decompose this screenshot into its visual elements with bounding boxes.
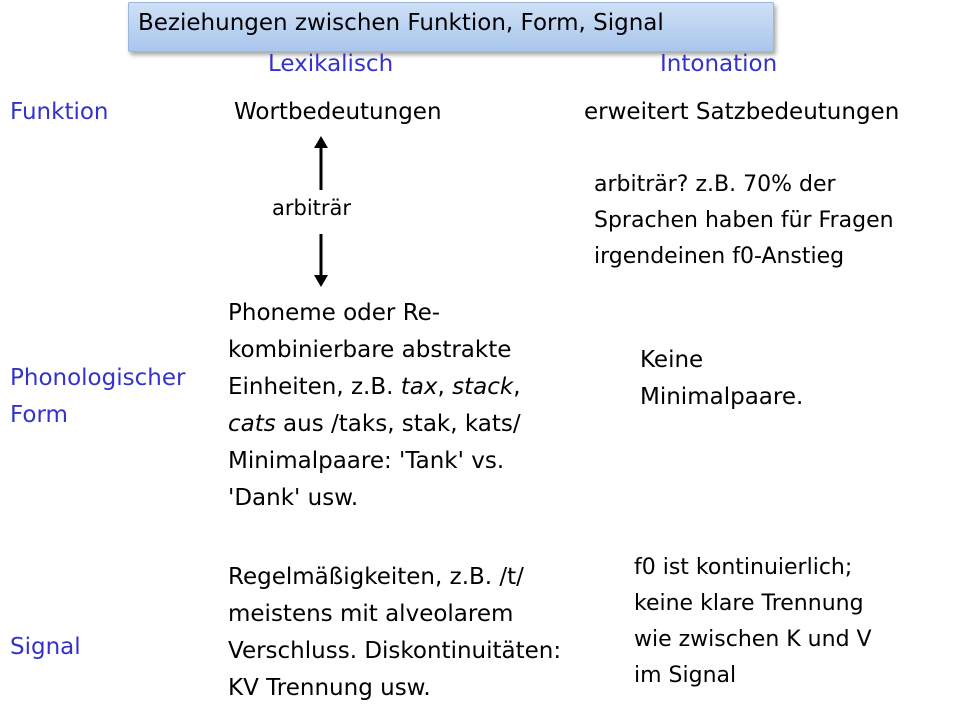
text-line: meistens mit alveolarem bbox=[228, 601, 514, 627]
slide-title: Beziehungen zwischen Funktion, Form, Signal bbox=[138, 10, 664, 36]
cell-form-intonation bbox=[640, 342, 803, 416]
text-line: kombinierbare abstrakte bbox=[228, 337, 512, 363]
text-line: keine klare Trennung bbox=[634, 591, 864, 616]
text-segment: , bbox=[513, 374, 521, 400]
text-segment: , bbox=[437, 374, 453, 400]
cell-arbitraer-lexikalisch: arbiträr bbox=[272, 196, 352, 220]
text-line: im Signal bbox=[634, 663, 737, 688]
text-line: Verschluss. Diskontinuitäten: bbox=[228, 638, 562, 664]
text-segment: aus /taks, stak, kats/ bbox=[275, 411, 521, 437]
text-line bbox=[228, 406, 521, 443]
text-line: irgendeinen f0-Anstieg bbox=[594, 244, 845, 269]
cell-form-lexikalisch bbox=[228, 295, 521, 517]
row-header-line: Phonologischer bbox=[10, 365, 186, 391]
example-word: cats bbox=[228, 411, 276, 437]
text-segment: Einheiten, z.B. bbox=[228, 374, 401, 400]
text-line: wie zwischen K und V bbox=[634, 627, 872, 652]
up-arrow-icon bbox=[306, 136, 336, 192]
text-line: Minimalpaare. bbox=[640, 384, 804, 410]
text-line: Keine bbox=[640, 347, 704, 373]
cell-funktion-lexikalisch: Wortbedeutungen bbox=[234, 99, 442, 125]
cell-arbitraer-intonation bbox=[594, 167, 894, 275]
row-header-signal: Signal bbox=[10, 634, 81, 660]
down-arrow-icon bbox=[306, 232, 336, 288]
cell-funktion-intonation: erweitert Satzbedeutungen bbox=[584, 99, 900, 125]
row-header-phonologischer-form bbox=[10, 360, 185, 434]
text-line: arbiträr? z.B. 70% der bbox=[594, 172, 836, 197]
text-line: Phoneme oder Re- bbox=[228, 300, 441, 326]
column-header-intonation: Intonation bbox=[660, 51, 778, 77]
text-line: Sprachen haben für Fragen bbox=[594, 208, 894, 233]
text-line: 'Dank' usw. bbox=[228, 485, 359, 511]
row-header-funktion: Funktion bbox=[10, 99, 109, 125]
text-line: Regelmäßigkeiten, z.B. /t/ bbox=[228, 564, 524, 590]
cell-signal-intonation bbox=[634, 550, 872, 694]
example-word: tax bbox=[400, 374, 438, 400]
text-line bbox=[228, 369, 521, 406]
example-word: stack bbox=[452, 374, 514, 400]
text-line: Minimalpaare: 'Tank' vs. bbox=[228, 448, 505, 474]
cell-signal-lexikalisch bbox=[228, 559, 561, 707]
text-line: KV Trennung usw. bbox=[228, 675, 431, 701]
column-header-lexikalisch: Lexikalisch bbox=[268, 51, 394, 77]
text-line: f0 ist kontinuierlich; bbox=[634, 555, 853, 580]
row-header-line: Form bbox=[10, 402, 68, 428]
